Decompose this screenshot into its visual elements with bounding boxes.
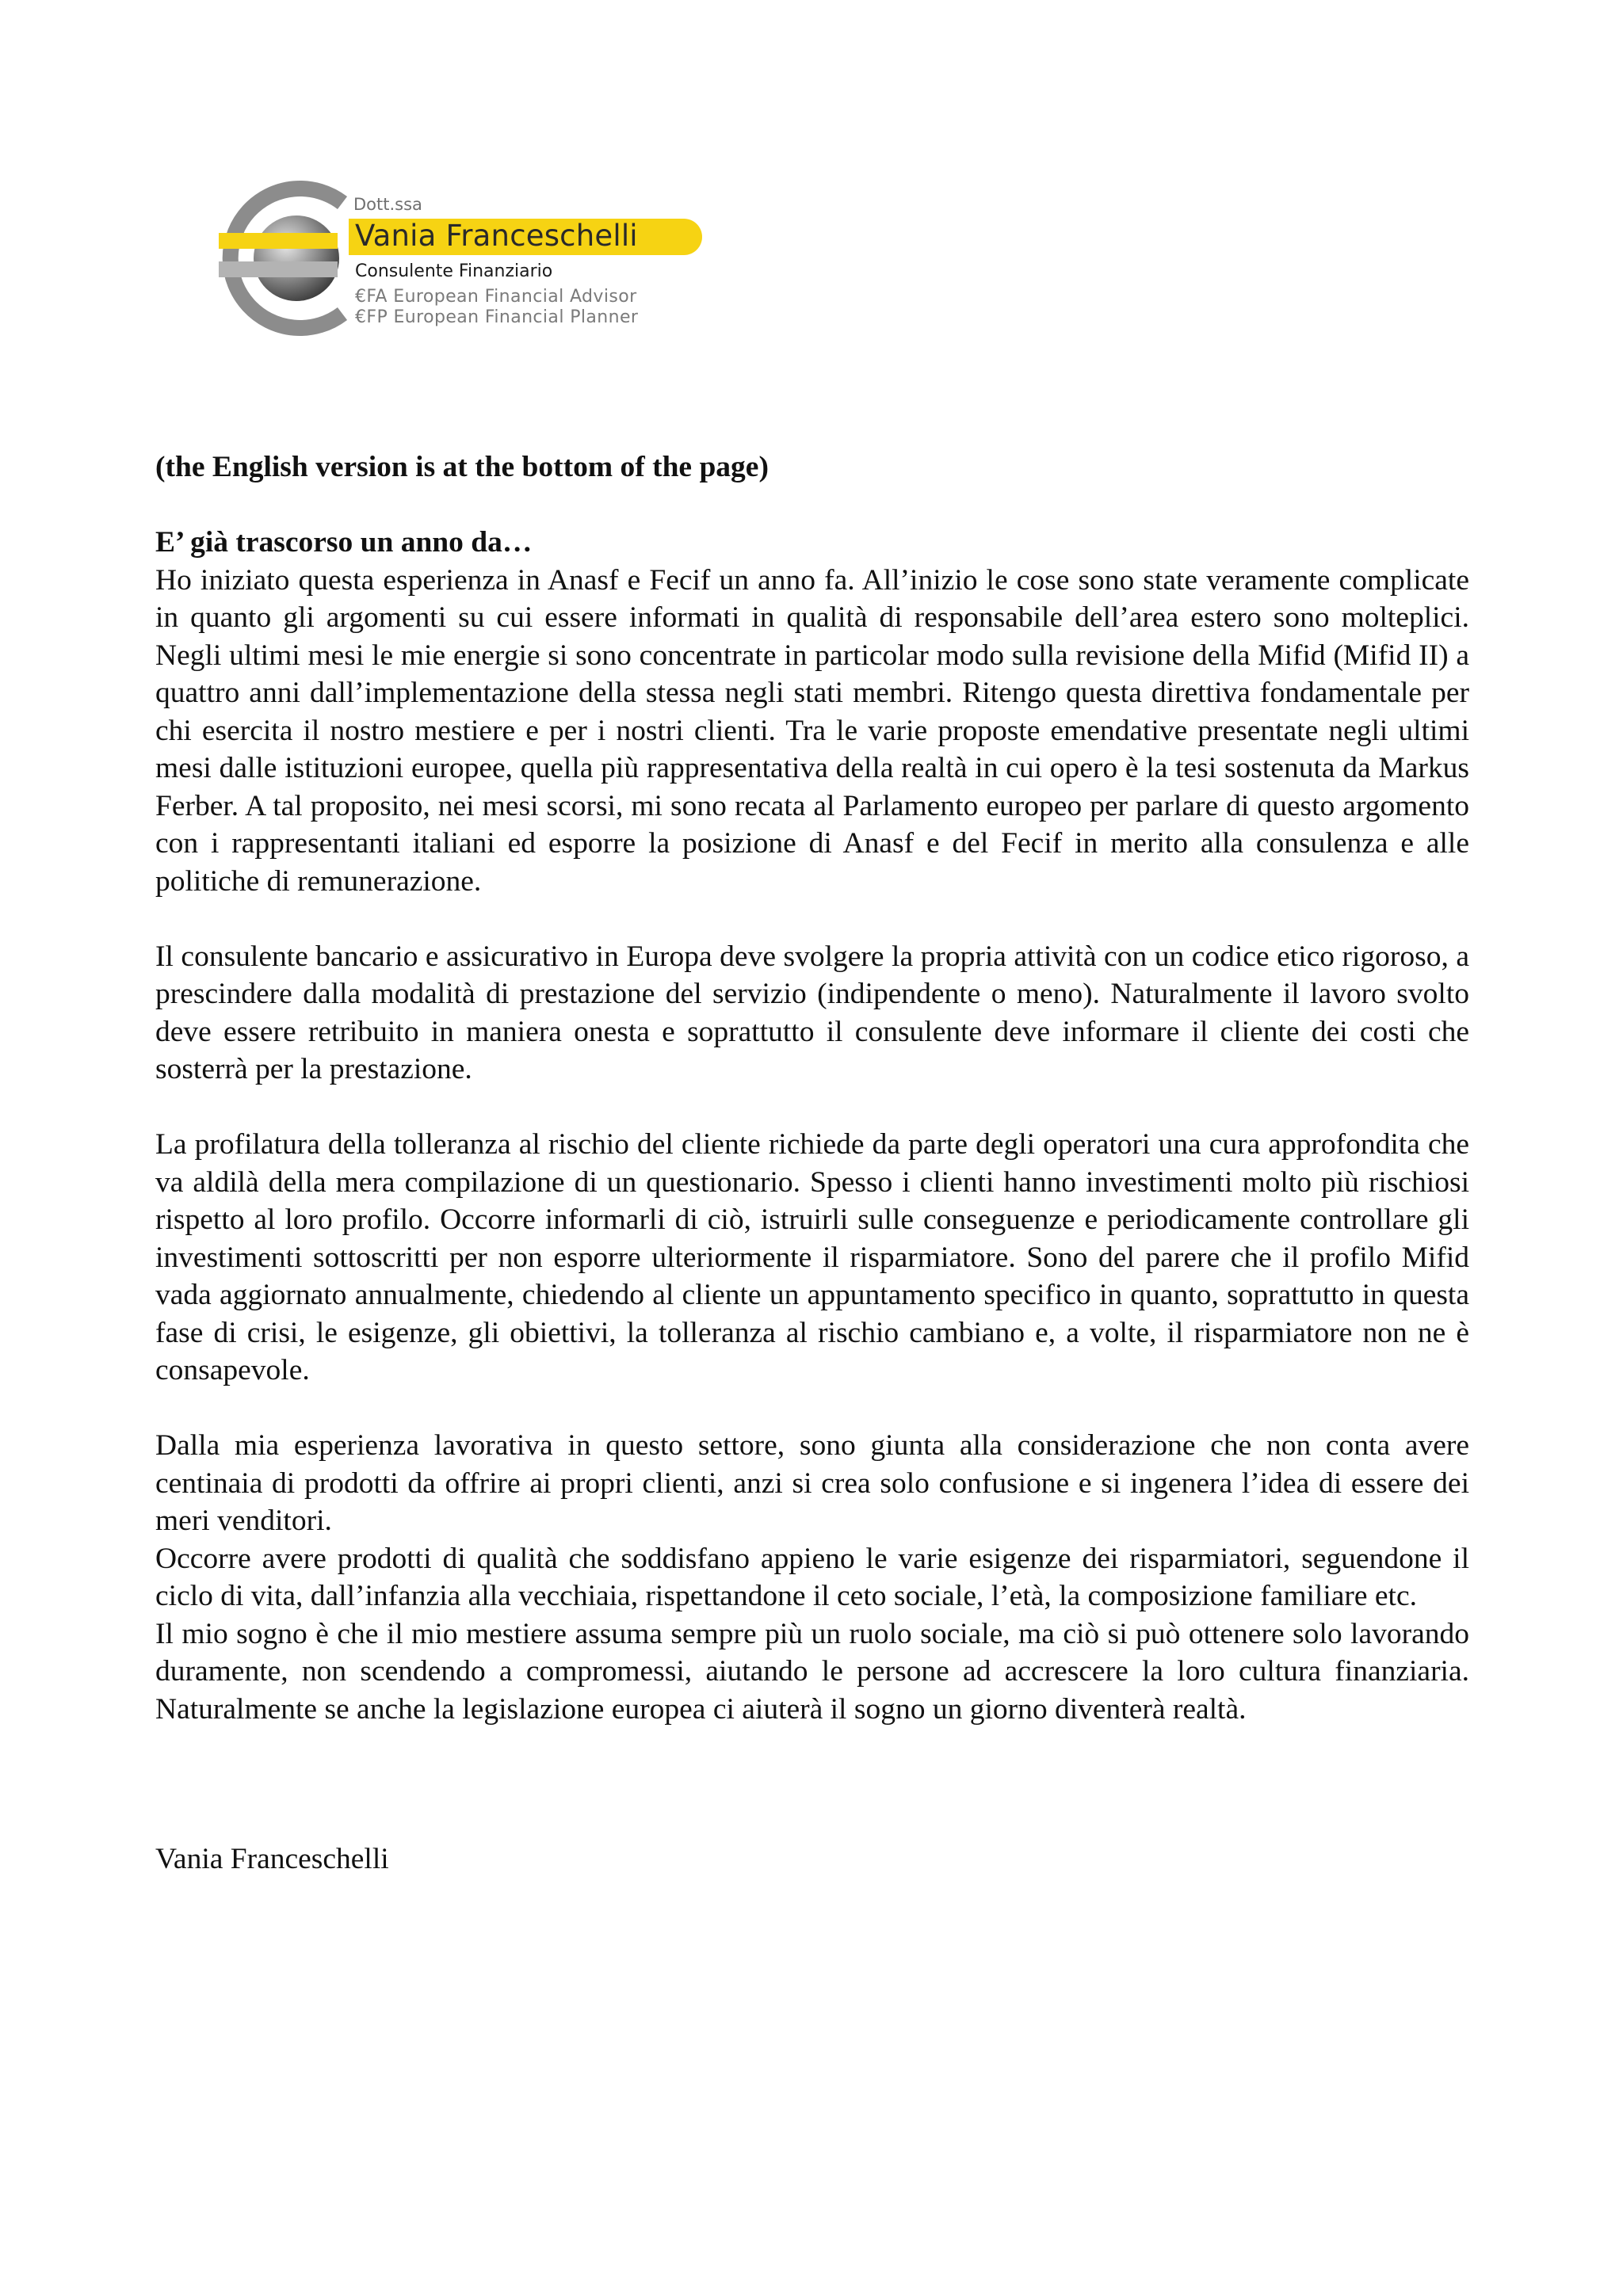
logo-title: Dott.ssa [353, 195, 422, 214]
spacer [155, 1728, 1469, 1840]
paragraph: Ho iniziato questa esperienza in Anasf e Fecif un anno fa. All’inizio le cose sono state veramente complicate in quanto gli argomenti su cui essere informati in qualità di responsabile dell’area estero sono molteplici. Negli ultimi mesi le mie energie si sono concentrate in particolar modo sulla revisione della Mifid (Mifid II) a quattro anni dall’implementazione della stessa negli stati membri. Ritengo questa direttiva fondamentale per chi esercita il nostro mestiere e per i nostri clienti. Tra le varie proposte emendative presentate negli ultimi mesi dalle istituzioni europee, quella più rappresentativa della realtà in cui opero è la tesi sostenuta da Markus Ferber. A tal proposito, nei mesi scorsi, mi sono recata al Parlamento europeo per parlare di questo argomento con i rappresentanti italiani ed esporre la posizione di Anasf e del Fecif in merito alla consulenza e alle politiche di remunerazione. [155, 563, 1469, 898]
logo-efp-line: €FP European Financial Planner [355, 307, 639, 327]
paragraph: La profilatura della tolleranza al rischio del cliente richiede da parte degli operatori una cura approfondita che va aldilà della mera compilazione di un questionario. Spesso i clienti hanno investimenti molto più rischiosi rispetto al loro profilo. Occorre informarli di ciò, istruirli sulle conseguenze e periodicamente controllare gli investimenti sottoscritti per non esporre ulteriormente il risparmiatore. Sono del parere che il profilo Mifid vada aggiornato annualmente, chiedendo al cliente un appuntamento specifico in quanto, soprattutto in questa fase di crisi, le esigenze, gli obiettivi, la tolleranza al rischio cambiano e, a volte, il risparmiatore non ne è consapevole. [155, 1128, 1469, 1386]
english-version-note: (the English version is at the bottom of the page) [155, 451, 769, 483]
logo [214, 179, 705, 338]
paragraph: Occorre avere prodotti di qualità che soddisfano appieno le varie esigenze dei risparmiatori, seguendone il ciclo di vita, dall’infanzia alla vecchiaia, rispettandone il ceto sociale, l’età, la composizione familiare etc. [155, 1542, 1469, 1612]
paragraph: Dalla mia esperienza lavorativa in questo settore, sono giunta alla considerazione che non conta avere centinaia di prodotti da offrire ai propri clienti, anzi si crea solo confusione e si ingenera l’idea di essere dei meri venditori. [155, 1429, 1469, 1537]
logo-text-block [349, 179, 705, 338]
letter-heading: E’ già trascorso un anno da… [155, 526, 533, 559]
letter-body [155, 448, 1469, 1878]
spacer [155, 1089, 1469, 1127]
spacer [155, 900, 1469, 938]
logo-efa-line: €FA European Financial Advisor [355, 287, 637, 307]
logo-name: Vania Franceschelli [355, 219, 638, 253]
signature: Vania Franceschelli [155, 1843, 389, 1875]
paragraph: Il consulente bancario e assicurativo in Europa deve svolgere la propria attività con un codice etico rigoroso, a prescindere dalla modalità di prestazione del servizio (indipendente o meno). Naturalmente il lavoro svolto deve essere retribuito in maniera onesta e soprattutto il consulente deve informare il cliente dei costi che sosterrà per la prestazione. [155, 940, 1469, 1085]
logo-role: Consulente Finanziario [355, 261, 553, 281]
spacer [155, 486, 1469, 524]
paragraph: Il mio sogno è che il mio mestiere assuma sempre più un ruolo sociale, ma ciò si può ottenere solo lavorando duramente, non scendendo a compromessi, aiutando le persone ad accrescere la loro cultura finanziaria. Naturalmente se anche la legislazione europea ci aiuterà il sogno un giorno diventerà realtà. [155, 1617, 1469, 1726]
spacer [155, 1390, 1469, 1428]
